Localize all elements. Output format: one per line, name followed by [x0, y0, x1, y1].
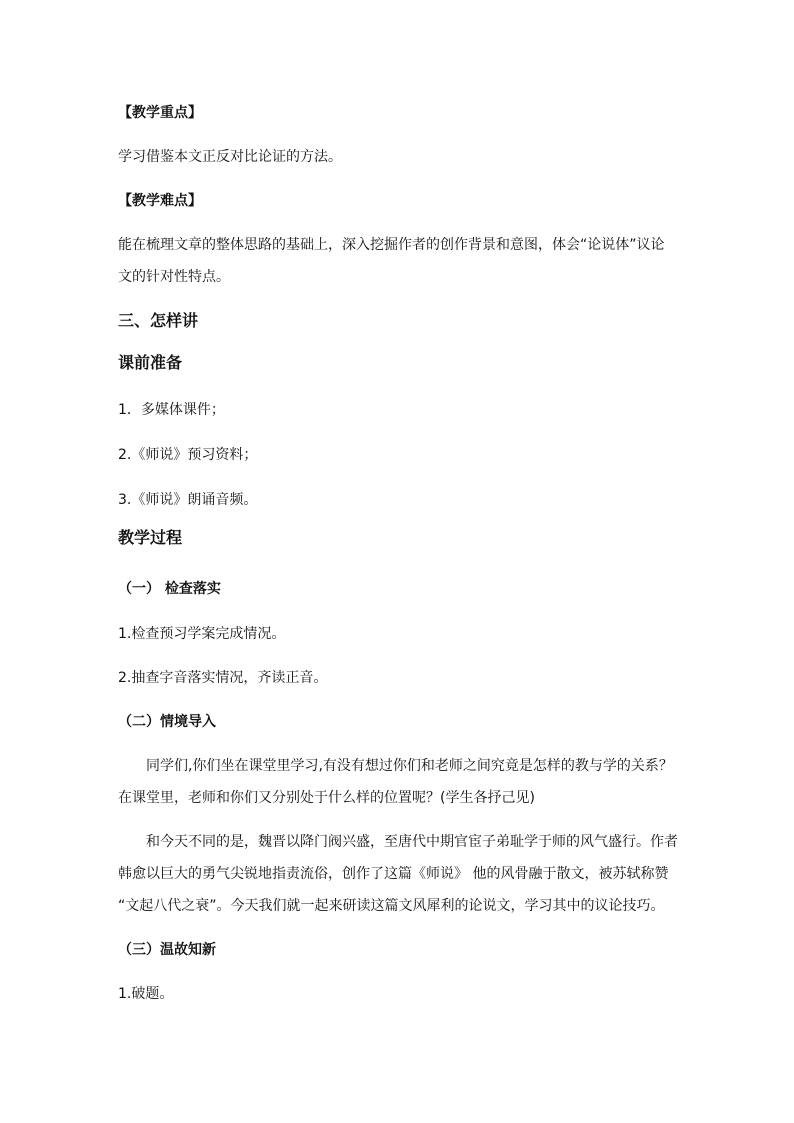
difficulty-text-line-2: 文的针对性特点。: [118, 269, 230, 285]
difficulty-text-line-1: 能在梳理文章的整体思路的基础上，深入挖掘作者的创作背景和意图，体会“论说体”议论: [118, 237, 665, 253]
key-points-text: 学习借鉴本文正反对比论证的方法。: [118, 149, 342, 165]
process-heading: 教学过程: [118, 528, 183, 547]
key-points-heading: 【教学重点】: [118, 105, 202, 121]
part-3-heading: （三）温故知新: [118, 942, 216, 958]
part-2-para-1-line-2: 在课堂里，老师和你们又分别处于什么样的位置呢？(学生各抒己见): [118, 790, 535, 806]
part-2-heading: （二）情境导入: [118, 714, 216, 730]
part-3-item-1: 1.破题。: [118, 986, 174, 1002]
part-2-para-2-line-2: 韩愈以巨大的勇气尖锐地指责流俗，创作了这篇《师说》 他的风骨融于散文，被苏轼称赞: [118, 866, 669, 882]
part-2-para-2-line-1: 和今天不同的是，魏晋以降门阀兴盛，至唐代中期官宦子弟耻学于师的风气盛行。作者: [146, 834, 678, 850]
difficulty-heading: 【教学难点】: [118, 193, 202, 209]
prep-heading: 课前准备: [118, 353, 183, 372]
prep-item-1: 1．多媒体课件；: [118, 402, 225, 418]
part-1-item-1: 1.检查预习学案完成情况。: [118, 626, 286, 642]
part-1-item-2: 2.抽查字音落实情况，齐读正音。: [118, 670, 328, 686]
part-2-para-1-line-1: 同学们,你们坐在课堂里学习,有没有想过你们和老师之间究竟是怎样的教与学的关系？: [146, 758, 673, 774]
part-1-heading: （一） 检查落实: [118, 581, 221, 597]
prep-item-2: 2.《师说》预习资料；: [118, 447, 258, 463]
section-3-heading: 三、怎样讲: [118, 311, 199, 330]
part-2-para-2-line-3: “文起八代之衰”。今天我们就一起来研读这篇文风犀利的论说文，学习其中的议论技巧。: [118, 898, 665, 914]
prep-item-3: 3.《师说》朗诵音频。: [118, 492, 258, 508]
